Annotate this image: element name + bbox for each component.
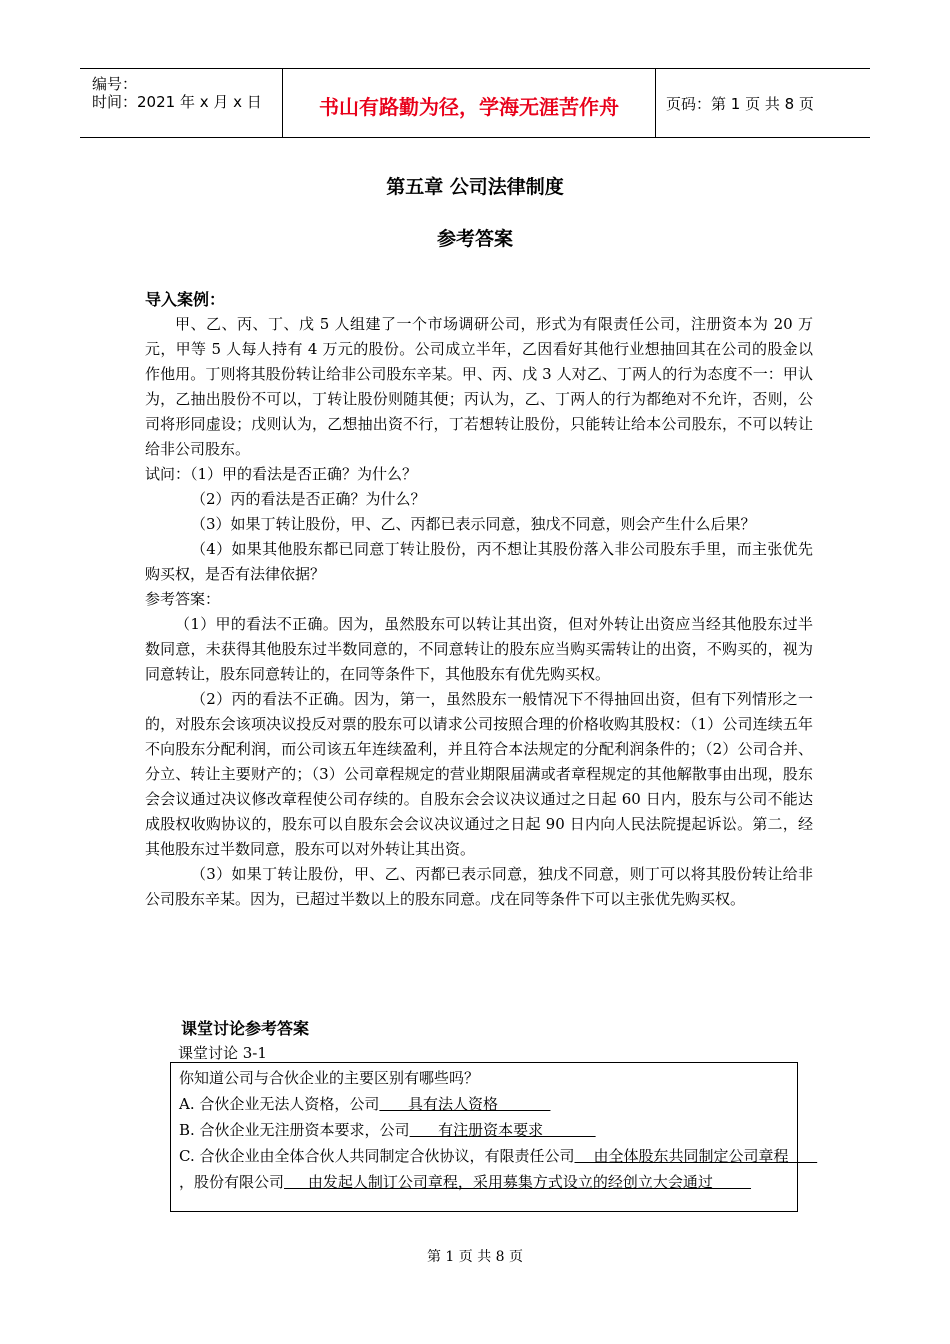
question-3: （3）如果丁转让股份，甲、乙、丙都已表示同意，独戊不同意，则会产生什么后果？ xyxy=(191,515,756,533)
discussion-a xyxy=(179,1091,791,1117)
discussion-box xyxy=(170,1062,818,1212)
a-prefix: A. 合伙企业无法人资格，公司 xyxy=(179,1095,380,1113)
a-answer: 具有法人资格 xyxy=(379,1095,551,1113)
answer-1: （1）甲的看法不正确。因为，虽然股东可以转让其出资，但对外转让出资应当经其他股东过半数同意，未获得其他股东过半数同意的，不同意转让的股东应当购买需转让的出资，不购买的，视为同意转让，股东同意转让的，在同等条件下，其他股东有优先购买权。 xyxy=(145,615,813,683)
question-2: （2）丙的看法是否正确？为什么？ xyxy=(191,490,426,508)
discussion-heading: 课堂讨论参考答案 xyxy=(181,1019,310,1038)
question-4: （4）如果其他股东都已同意丁转让股份，丙不想让其股份落入非公司股东手里，而主张优先购买权，是否有法律依据？ xyxy=(145,540,813,583)
c-mid: ，股份有限公司 xyxy=(179,1173,285,1191)
discussion-c xyxy=(179,1143,818,1195)
date-label: 时间：2021 年 x 月 x 日 xyxy=(92,93,262,111)
header-meta-cell xyxy=(80,69,283,137)
case-text: 甲、乙、丙、丁、戊 5 人组建了一个市场调研公司，形式为有限责任公司，注册资本为 20 万元，甲等 5 人每人持有 4 万元的股份。公司成立半年，乙因看好其他行业想抽回其在公司的股金以作他用。丁则将其股份转让给非公司股东辛某。甲、丙、戊 3 人对乙、丁两人的行为态度不一：甲认为，乙抽出股份不可以，丁转让股份则随其便；丙认为，乙、丁两人的行为都绝对不允许，否则，公司将形同虚设；戊则认为，乙想抽出资不行，丁若想转让股份，只能转让给本公司股东，不可以转让给非公司股东。 xyxy=(145,315,813,458)
intro-heading: 导入案例： xyxy=(145,290,226,309)
header-page-number: 页码：第 1 页 共 8 页 xyxy=(666,95,814,113)
c-answer-1: 由全体股东共同制定公司章程 xyxy=(574,1147,818,1165)
header-motto-cell xyxy=(283,69,656,137)
chapter-title: 第五章 公司法律制度 xyxy=(386,176,564,198)
b-prefix: B. 合伙企业无注册资本要求，公司 xyxy=(179,1121,410,1139)
subtitle: 参考答案 xyxy=(436,228,513,250)
answer-label: 参考答案： xyxy=(145,590,221,608)
discussion-sub: 课堂讨论 3-1 xyxy=(178,1044,267,1062)
intro-body xyxy=(145,312,813,912)
page-header xyxy=(80,68,870,138)
c-answer-2: 由发起人制订公司章程，采用募集方式设立的经创立大会通过 xyxy=(284,1173,752,1191)
header-page-cell xyxy=(656,69,870,137)
question-1: 试问：（1）甲的看法是否正确？为什么？ xyxy=(145,465,418,483)
page-footer: 第 1 页 共 8 页 xyxy=(426,1249,524,1265)
c-prefix: C. 合伙企业由全体合伙人共同制定合伙协议，有限责任公司 xyxy=(179,1147,575,1165)
answer-3: （3）如果丁转让股份，甲、乙、丙都已表示同意，独戊不同意，则丁可以将其股份转让给非公司股东辛某。因为，已超过半数以上的股东同意。戊在同等条件下可以主张优先购买权。 xyxy=(145,865,813,908)
discussion-question: 你知道公司与合伙企业的主要区别有哪些吗？ xyxy=(179,1069,480,1087)
b-answer: 有注册资本要求 xyxy=(409,1121,596,1139)
answer-2: （2）丙的看法不正确。因为，第一，虽然股东一般情况下不得抽回出资，但有下列情形之一的，对股东会该项决议投反对票的股东可以请求公司按照合理的价格收购其股权：（1）公司连续五年不向股东分配利润，而公司该五年连续盈利，并且符合本法规定的分配利润条件的；（2）公司合并、分立、转让主要财产的；（3）公司章程规定的营业期限届满或者章程规定的其他解散事由出现，股东会会议通过决议修改章程使公司存续的。自股东会会议决议通过之日起 60 日内，股东与公司不能达成股权收购协议的，股东可以自股东会会议决议通过之日起 90 日内向人民法院提起诉讼。第二，经其他股东过半数同意，股东可以对外转让其出资。 xyxy=(145,690,813,858)
motto: 书山有路勤为径，学海无涯苦作舟 xyxy=(319,95,619,119)
discussion-b xyxy=(179,1117,791,1143)
code-label: 编号： xyxy=(92,75,138,93)
